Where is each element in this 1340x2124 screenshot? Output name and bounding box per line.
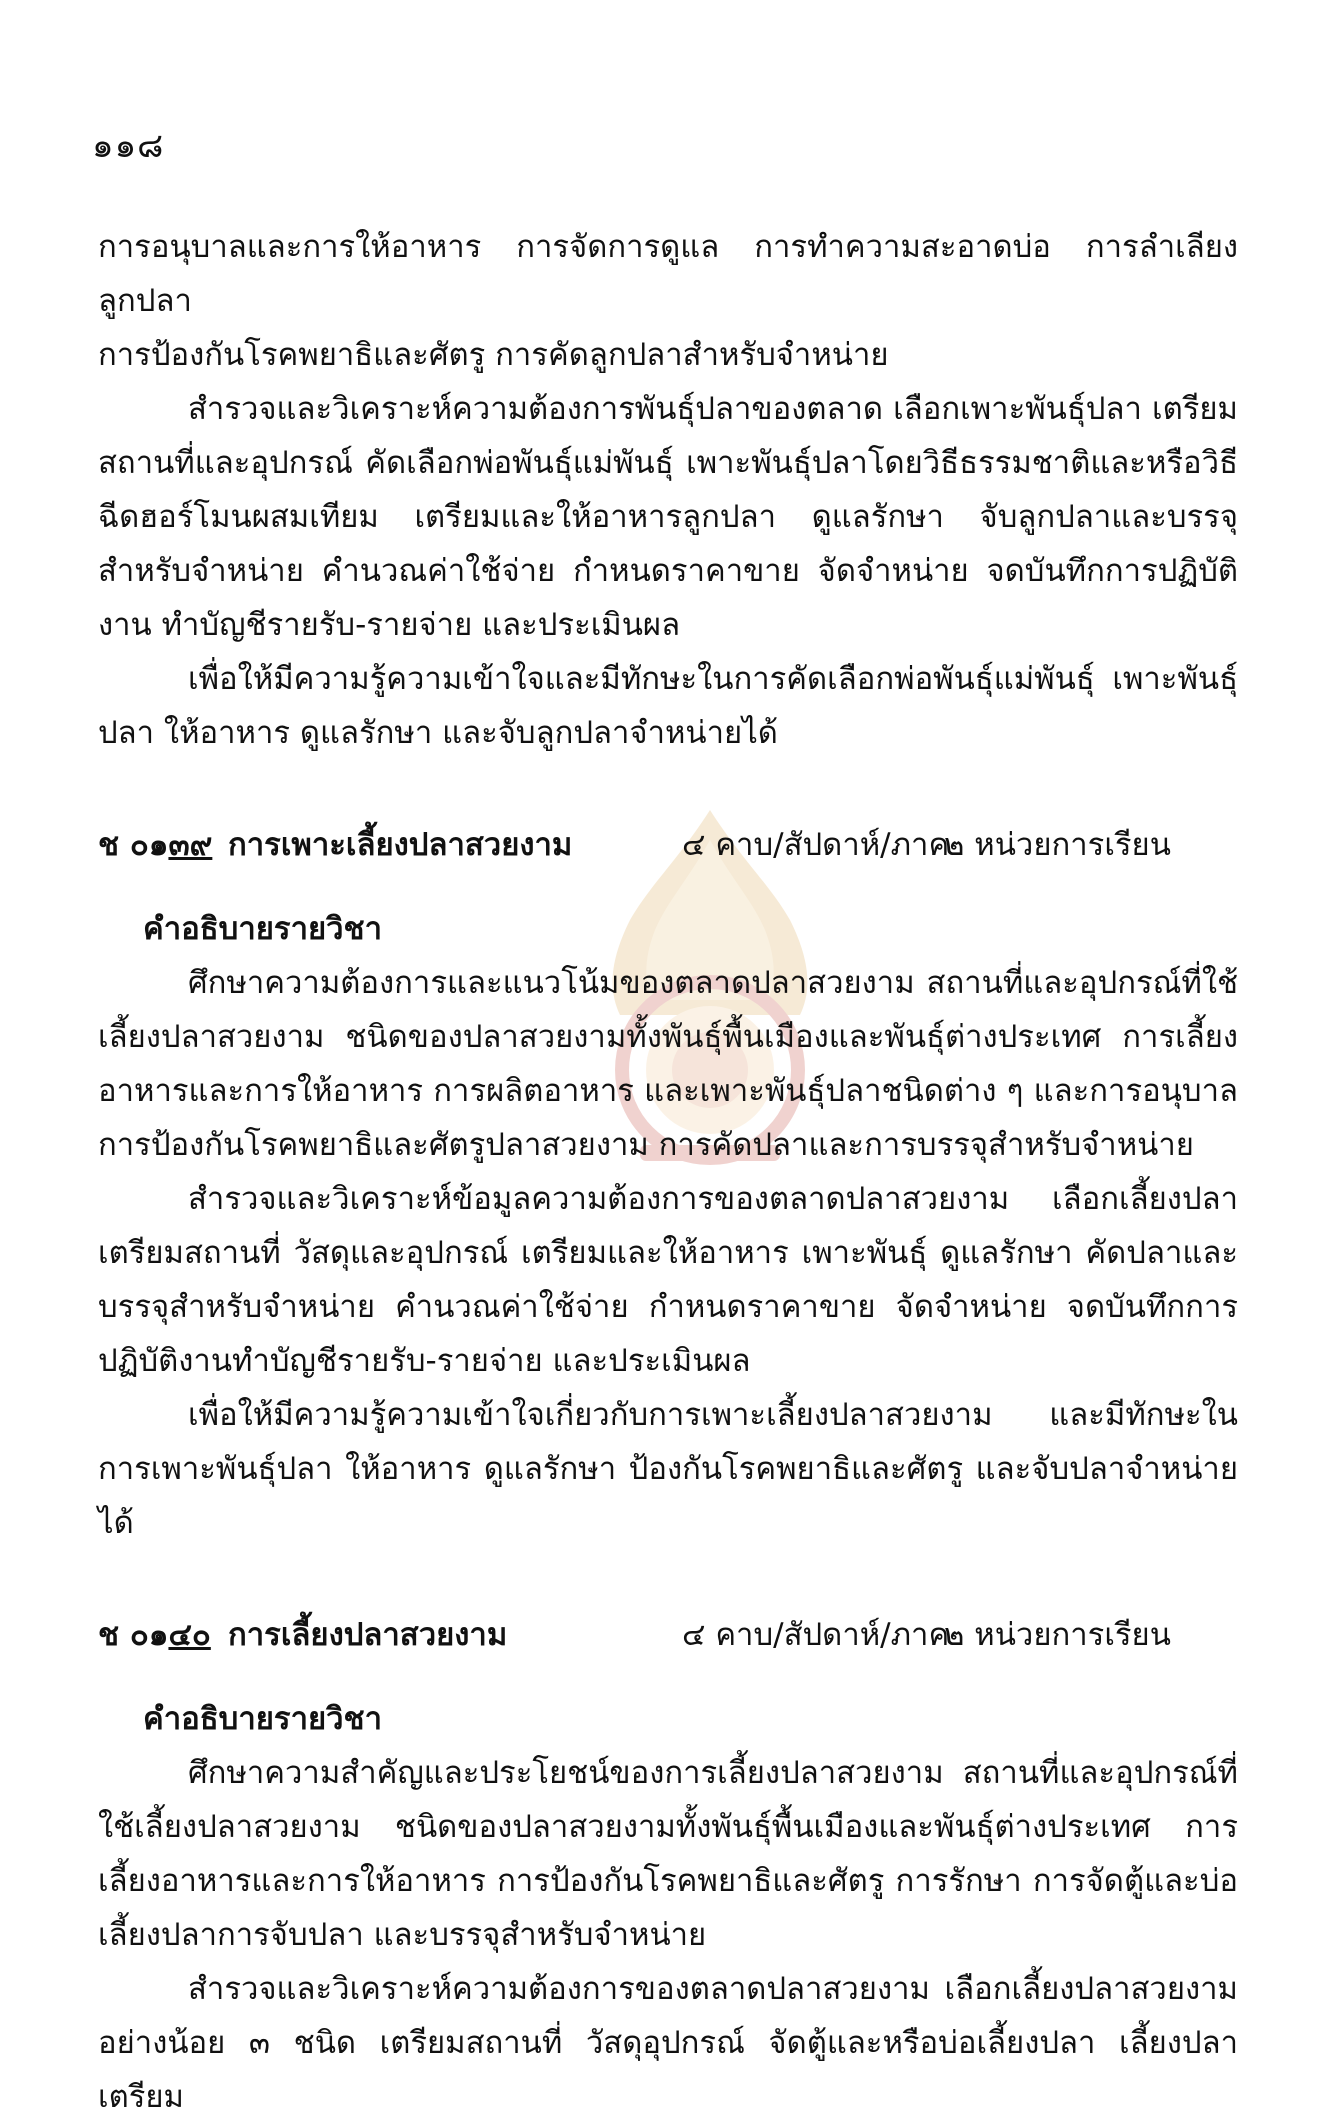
course-credits: ๒ หน่วยการเรียน — [944, 827, 1171, 863]
course-code: ช ๐๑๓๙ — [98, 827, 213, 863]
course-paragraph-1: ศึกษาความต้องการและแนวโน้มของตลาดปลาสวยงาม สถานที่และอุปกรณ์ที่ใช้เลี้ยงปลาสวยงาม ชนิดของปลาสวยงามทั้งพันธุ์พื้นเมืองและพันธุ์ต่างประเทศ การเลี้ยงอาหารและการให้อาหาร การผลิตอาหาร และเพาะพันธุ์ปลาชนิดต่าง ๆ และการอนุบาล การป้องกันโรคพยาธิและศัตรูปลาสวยงาม การคัดปลาและการบรรจุสำหรับจำหน่าย — [98, 965, 1238, 1163]
course-name: การเลี้ยงปลาสวยงาม — [228, 1617, 508, 1653]
intro-paragraph-2: สำรวจและวิเคราะห์ความต้องการพันธุ์ปลาของตลาด เลือกเพาะพันธุ์ปลา เตรียมสถานที่และอุปกรณ์ คัดเลือกพ่อพันธุ์แม่พันธุ์ เพาะพันธุ์ปลาโดยวิธีธรรมชาติและหรือวิธีฉีดฮอร์โมนผสมเทียม เตรียมและให้อาหารลูกปลา ดูแลรักษา จับลูกปลาและบรรจุสำหรับจำหน่าย คำนวณค่าใช้จ่าย กำหนดราคาขาย จัดจำหน่าย จดบันทึกการปฏิบัติงาน ทำบัญชีรายรับ-รายจ่าย และประเมินผล — [98, 391, 1238, 643]
course-description-title: คำอธิบายรายวิชา — [143, 911, 383, 947]
course-credits: ๒ หน่วยการเรียน — [944, 1617, 1171, 1653]
intro-line-2: การป้องกันโรคพยาธิและศัตรู การคัดลูกปลาสำหรับจำหน่าย — [98, 337, 889, 373]
course-hours: ๔ คาบ/สัปดาห์/ภาค — [682, 827, 950, 863]
course-paragraph-3: เพื่อให้มีความรู้ความเข้าใจเกี่ยวกับการเพาะเลี้ยงปลาสวยงาม และมีทักษะในการเพาะพันธุ์ปลา ให้อาหาร ดูแลรักษา ป้องกันโรคพยาธิและศัตรู และจับปลาจำหน่ายได้ — [98, 1397, 1238, 1541]
intro-line-1: การอนุบาลและการให้อาหาร การจัดการดูแล การทำความสะอาดบ่อ การลำเลียงลูกปลา — [98, 229, 1238, 319]
course-paragraph-2: สำรวจและวิเคราะห์ความต้องการของตลาดปลาสวยงาม เลือกเลี้ยงปลาสวยงามอย่างน้อย ๓ ชนิด เตรียมสถานที่ วัสดุอุปกรณ์ จัดตู้และหรือบ่อเลี้ยงปลา เลี้ยงปลา เตรียม — [98, 1971, 1238, 2115]
course-heading — [98, 818, 1238, 872]
course-hours: ๔ คาบ/สัปดาห์/ภาค — [682, 1617, 950, 1653]
page-number: ๑๑๘ — [92, 126, 165, 166]
course-name: การเพาะเลี้ยงปลาสวยงาม — [228, 827, 573, 863]
intro-paragraph-3: เพื่อให้มีความรู้ความเข้าใจและมีทักษะในการคัดเลือกพ่อพันธุ์แม่พันธุ์ เพาะพันธุ์ปลา ให้อาหาร ดูแลรักษา และจับลูกปลาจำหน่ายได้ — [98, 661, 1238, 751]
course-code: ช ๐๑๔๐ — [98, 1617, 211, 1653]
course-paragraph-1: ศึกษาความสำคัญและประโยชน์ของการเลี้ยงปลาสวยงาม สถานที่และอุปกรณ์ที่ใช้เลี้ยงปลาสวยงาม ชนิดของปลาสวยงามทั้งพันธุ์พื้นเมืองและพันธุ์ต่างประเทศ การเลี้ยงอาหารและการให้อาหาร การป้องกันโรคพยาธิและศัตรู การรักษา การจัดตู้และบ่อเลี้ยงปลาการจับปลา และบรรจุสำหรับจำหน่าย — [98, 1755, 1238, 1953]
course-heading — [98, 1608, 1238, 1662]
page-content — [98, 220, 1238, 2124]
course-description-title: คำอธิบายรายวิชา — [143, 1701, 383, 1737]
course-paragraph-2: สำรวจและวิเคราะห์ข้อมูลความต้องการของตลาดปลาสวยงาม เลือกเลี้ยงปลา เตรียมสถานที่ วัสดุและอุปกรณ์ เตรียมและให้อาหาร เพาะพันธุ์ ดูแลรักษา คัดปลาและบรรจุสำหรับจำหน่าย คำนวณค่าใช้จ่าย กำหนดราคาขาย จัดจำหน่าย จดบันทึกการปฏิบัติงานทำบัญชีรายรับ-รายจ่าย และประเมินผล — [98, 1181, 1238, 1379]
